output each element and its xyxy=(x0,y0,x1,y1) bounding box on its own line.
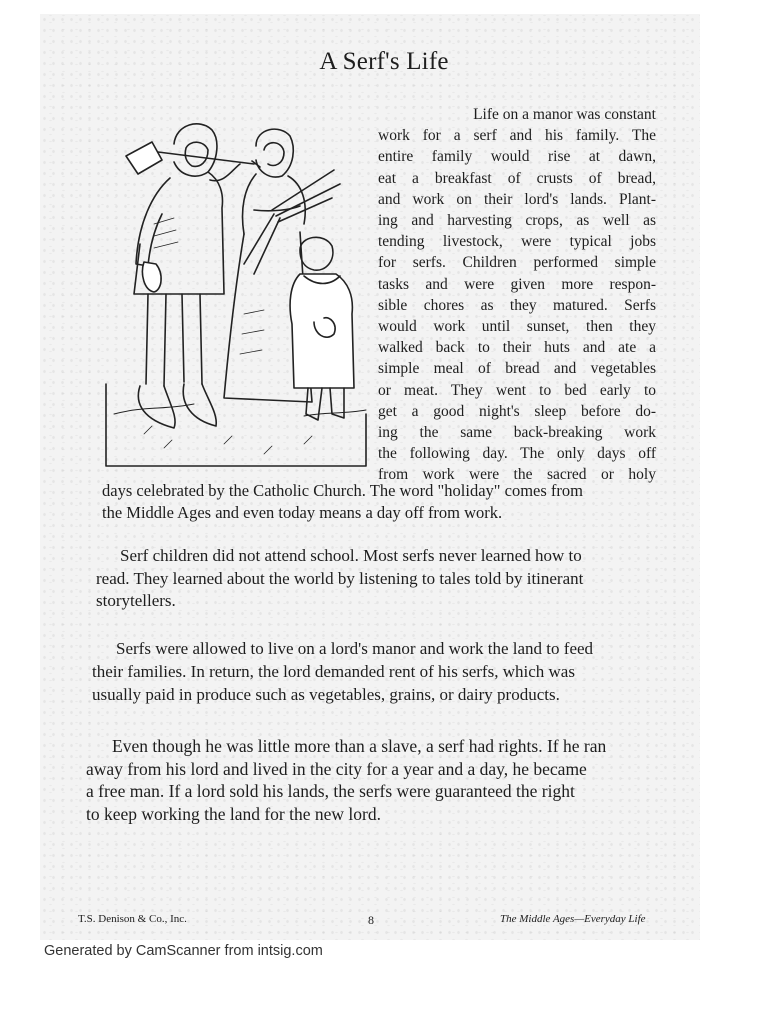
paragraph-1-beside-image: Life on a manor was constant work for a serf and his family. The entire family would rise at dawn, eat a breakfast of crusts of bread, and work on their lord's lands. Plant- ing and harvesting crops, as well as tending livestock, were typical jobs for serfs. Children performed simple tasks and were given more respon- sible chores as they matured. Serfs would work until sunset, then they walked back to their huts and ate a simple meal of bread and vegetables or meat. They went to bed early to get a good night's sleep before do- ing the same back-breaking work the following day. The only days off from work were the sacred or holy xyxy=(378,106,656,484)
paragraph-3: Serfs were allowed to live on a lord's manor and work the land to feed their families. In return, the lord demanded rent of his serfs, which was usually paid in produce such as vegetables, grains, or dairy products. xyxy=(92,639,594,704)
page-title: A Serf's Life xyxy=(319,48,449,75)
paragraph-1-continued: days celebrated by the Catholic Church. The word "holiday" comes from the Middle Ages and even today means a day off from work. xyxy=(102,481,583,522)
serf-family-illustration xyxy=(104,114,374,468)
footer-book-title: The Middle Ages—Everyday Life xyxy=(500,913,646,925)
footer-publisher: T.S. Denison & Co., Inc. xyxy=(78,913,187,925)
scanner-watermark: Generated by CamScanner from intsig.com xyxy=(44,943,323,959)
footer-page-number: 8 xyxy=(368,913,374,927)
paragraph-2: Serf children did not attend school. Most serfs never learned how to read. They learned about the world by listening to tales told by itinerant storytellers. xyxy=(96,546,584,610)
paragraph-4: Even though he was little more than a slave, a serf had rights. If he ran away from his lord and lived in the city for a year and a day, he became a free man. If a lord sold his lands, the serfs were guaranteed the right to keep working the land for the new lord. xyxy=(86,736,607,824)
